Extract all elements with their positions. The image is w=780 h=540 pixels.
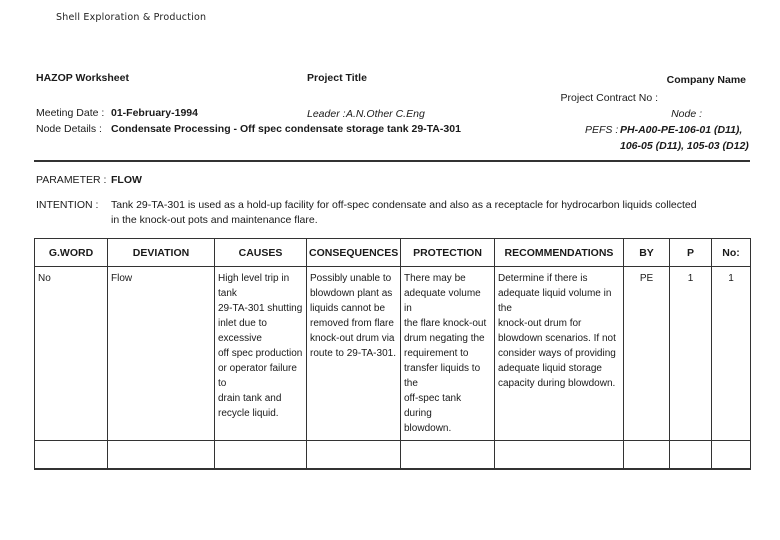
company-name: Company Name [666, 74, 746, 86]
meeting-date-label: Meeting Date : [36, 107, 105, 119]
header-causes: CAUSES [215, 239, 307, 267]
recommendations-line: capacity during blowdown. [498, 378, 616, 389]
leader-value: A.N.Other C.Eng [346, 108, 425, 120]
empty-cell [495, 441, 624, 469]
empty-cell [401, 441, 495, 469]
consequences-line: removed from flare [310, 318, 394, 329]
parameter-label: PARAMETER : [36, 174, 107, 186]
node-details-label: Node Details : [36, 123, 102, 135]
header-divider [34, 160, 750, 162]
header-gword: G.WORD [35, 239, 108, 267]
recommendations-line: adequate liquid storage [498, 363, 602, 374]
recommendations-line: knock-out drum for [498, 318, 582, 329]
protection-line: transfer liquids to the [404, 363, 481, 389]
empty-cell [108, 441, 215, 469]
header-by: BY [624, 239, 670, 267]
protection-line: drum negating the [404, 333, 485, 344]
causes-line: recycle liquid. [218, 408, 279, 419]
protection-line: off-spec tank during [404, 393, 462, 419]
protection-line: adequate volume in [404, 288, 481, 314]
consequences-line: liquids cannot be [310, 303, 386, 314]
empty-cell [670, 441, 712, 469]
empty-cell [712, 441, 751, 469]
empty-cell [35, 441, 108, 469]
recommendations-line: consider ways of providing [498, 348, 616, 359]
intention-line1: Tank 29-TA-301 is used as a hold-up facility for off-spec condensate and also as a receptacle for hydrocarbon liquids collected [111, 199, 697, 211]
empty-cell [624, 441, 670, 469]
intention-line2: in the knock-out pots and maintenance flare. [111, 214, 318, 226]
consequences-line: route to 29-TA-301. [310, 348, 396, 359]
causes-line: or operator failure to [218, 363, 297, 389]
protection-line: requirement to [404, 348, 469, 359]
cell-protection [401, 267, 495, 441]
empty-cell [215, 441, 307, 469]
header-p: P [670, 239, 712, 267]
recommendations-line: adequate liquid volume in the [498, 288, 612, 314]
pefs-value-line1: PH-A00-PE-106-01 (D11), [620, 124, 743, 136]
causes-line: off spec production [218, 348, 303, 359]
pefs-label: PEFS : [585, 124, 619, 136]
project-title: Project Title [307, 72, 367, 84]
project-contract-label: Project Contract No : [560, 92, 658, 104]
intention-label: INTENTION : [36, 199, 99, 211]
worksheet-title: HAZOP Worksheet [36, 72, 129, 84]
pefs-value-line2: 106-05 (D11), 105-03 (D12) [620, 140, 749, 152]
cell-by: PE [624, 267, 670, 441]
table-header-row [35, 239, 751, 267]
cell-recommendations [495, 267, 624, 441]
empty-cell [307, 441, 401, 469]
cell-gword: No [35, 267, 108, 441]
causes-line: High level trip in tank [218, 273, 290, 299]
node-label: Node : [671, 108, 702, 120]
protection-line: blowdown. [404, 423, 452, 434]
cell-consequences [307, 267, 401, 441]
causes-line: 29-TA-301 shutting [218, 303, 303, 314]
recommendations-line: Determine if there is [498, 273, 588, 284]
cell-p: 1 [670, 267, 712, 441]
header-recommendations: RECOMMENDATIONS [495, 239, 624, 267]
hazop-table [34, 238, 751, 470]
protection-line: There may be [404, 273, 466, 284]
company-brand: Shell Exploration & Production [56, 12, 207, 23]
cell-deviation: Flow [108, 267, 215, 441]
causes-line: inlet due to excessive [218, 318, 267, 344]
table-row [35, 267, 751, 441]
consequences-line: knock-out drum via [310, 333, 395, 344]
leader-label: Leader : [307, 108, 346, 120]
header-deviation: DEVIATION [108, 239, 215, 267]
meeting-date-value: 01-February-1994 [111, 107, 198, 119]
header-no: No: [712, 239, 751, 267]
recommendations-line: blowdown scenarios. If not [498, 333, 616, 344]
protection-line: the flare knock-out [404, 318, 487, 329]
cell-no: 1 [712, 267, 751, 441]
table-row-empty [35, 441, 751, 469]
consequences-line: blowdown plant as [310, 288, 393, 299]
causes-line: drain tank and [218, 393, 282, 404]
parameter-value: FLOW [111, 174, 142, 186]
consequences-line: Possibly unable to [310, 273, 392, 284]
header-consequences: CONSEQUENCES [307, 239, 401, 267]
cell-causes [215, 267, 307, 441]
node-details-value: Condensate Processing - Off spec condensate storage tank 29-TA-301 [111, 123, 461, 135]
header-protection: PROTECTION [401, 239, 495, 267]
